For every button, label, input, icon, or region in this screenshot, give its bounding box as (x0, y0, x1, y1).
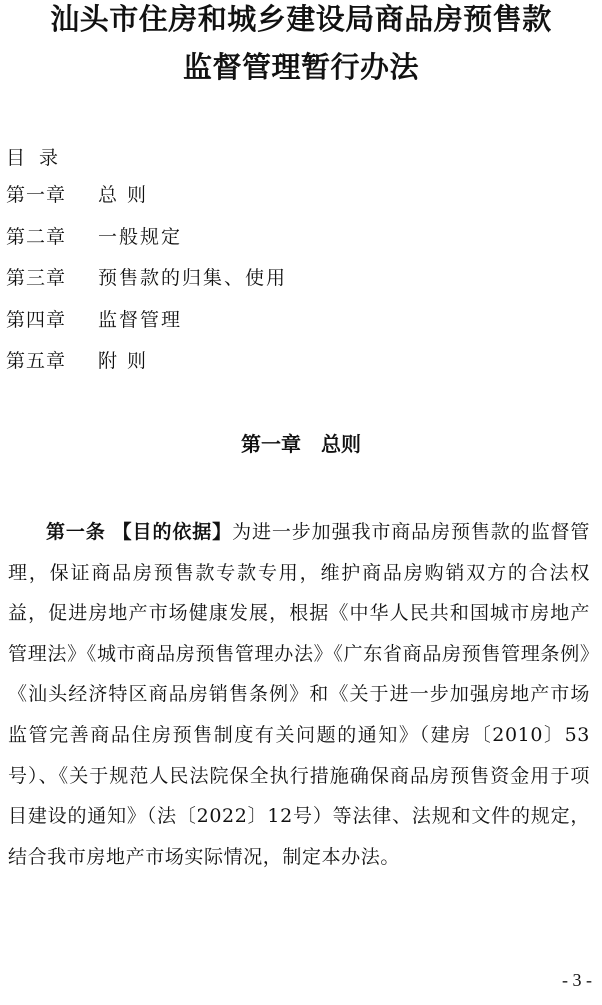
chapter-heading (0, 430, 602, 458)
toc-item-number: 第一章 (6, 184, 67, 206)
toc-item-number: 第五章 (6, 350, 67, 372)
article-body: 为进一步加强我市商品房预售款的监督管理，保证商品房预售款专款专用，维护商品房购销双方的合法权益，促进房地产市场健康发展，根据《中华人民共和国城市房地产管理法》《城市商品房预售管理办法》《广东省商品房预售管理条例》《汕头经济特区商品房销售条例》和《关于进一步加强房地产市场监管完善商品住房预售制度有关问题的通知》（建房〔2010〕53号）、《关于规范人民法院保全执行措施确保商品房预售资金用于项目建设的通知》（法〔2022〕12号）等法律、法规和文件的规定，结合我市房地产市场实际情况，制定本办法。 (8, 521, 590, 868)
toc-item-number: 第四章 (6, 309, 67, 331)
toc-item-number: 第三章 (6, 267, 67, 289)
toc-item (6, 307, 182, 333)
toc-item (6, 348, 148, 374)
page-number: - 3 - (562, 970, 592, 990)
article-heading: 【目的依据】 (112, 521, 233, 543)
toc-item-name: 一般规定 (98, 226, 183, 248)
toc-item-name: 附 则 (98, 350, 149, 372)
chapter-number: 第一章 (241, 432, 301, 456)
document-title-line-1: 汕头市住房和城乡建设局商品房预售款 (50, 2, 552, 36)
toc-item-number: 第二章 (6, 226, 67, 248)
article-number: 第一条 (46, 521, 106, 543)
chapter-name: 总则 (321, 432, 361, 456)
toc-item-name: 监督管理 (98, 309, 183, 331)
toc-item (6, 182, 148, 208)
toc-item (6, 224, 182, 250)
toc-item-name: 预售款的归集、使用 (98, 267, 288, 289)
toc-label: 目录 (6, 147, 73, 169)
toc-item (6, 265, 287, 291)
document-title-line-2: 监督管理暂行办法 (182, 50, 419, 84)
article-paragraph (8, 512, 590, 877)
toc-item-name: 总 则 (98, 184, 149, 206)
